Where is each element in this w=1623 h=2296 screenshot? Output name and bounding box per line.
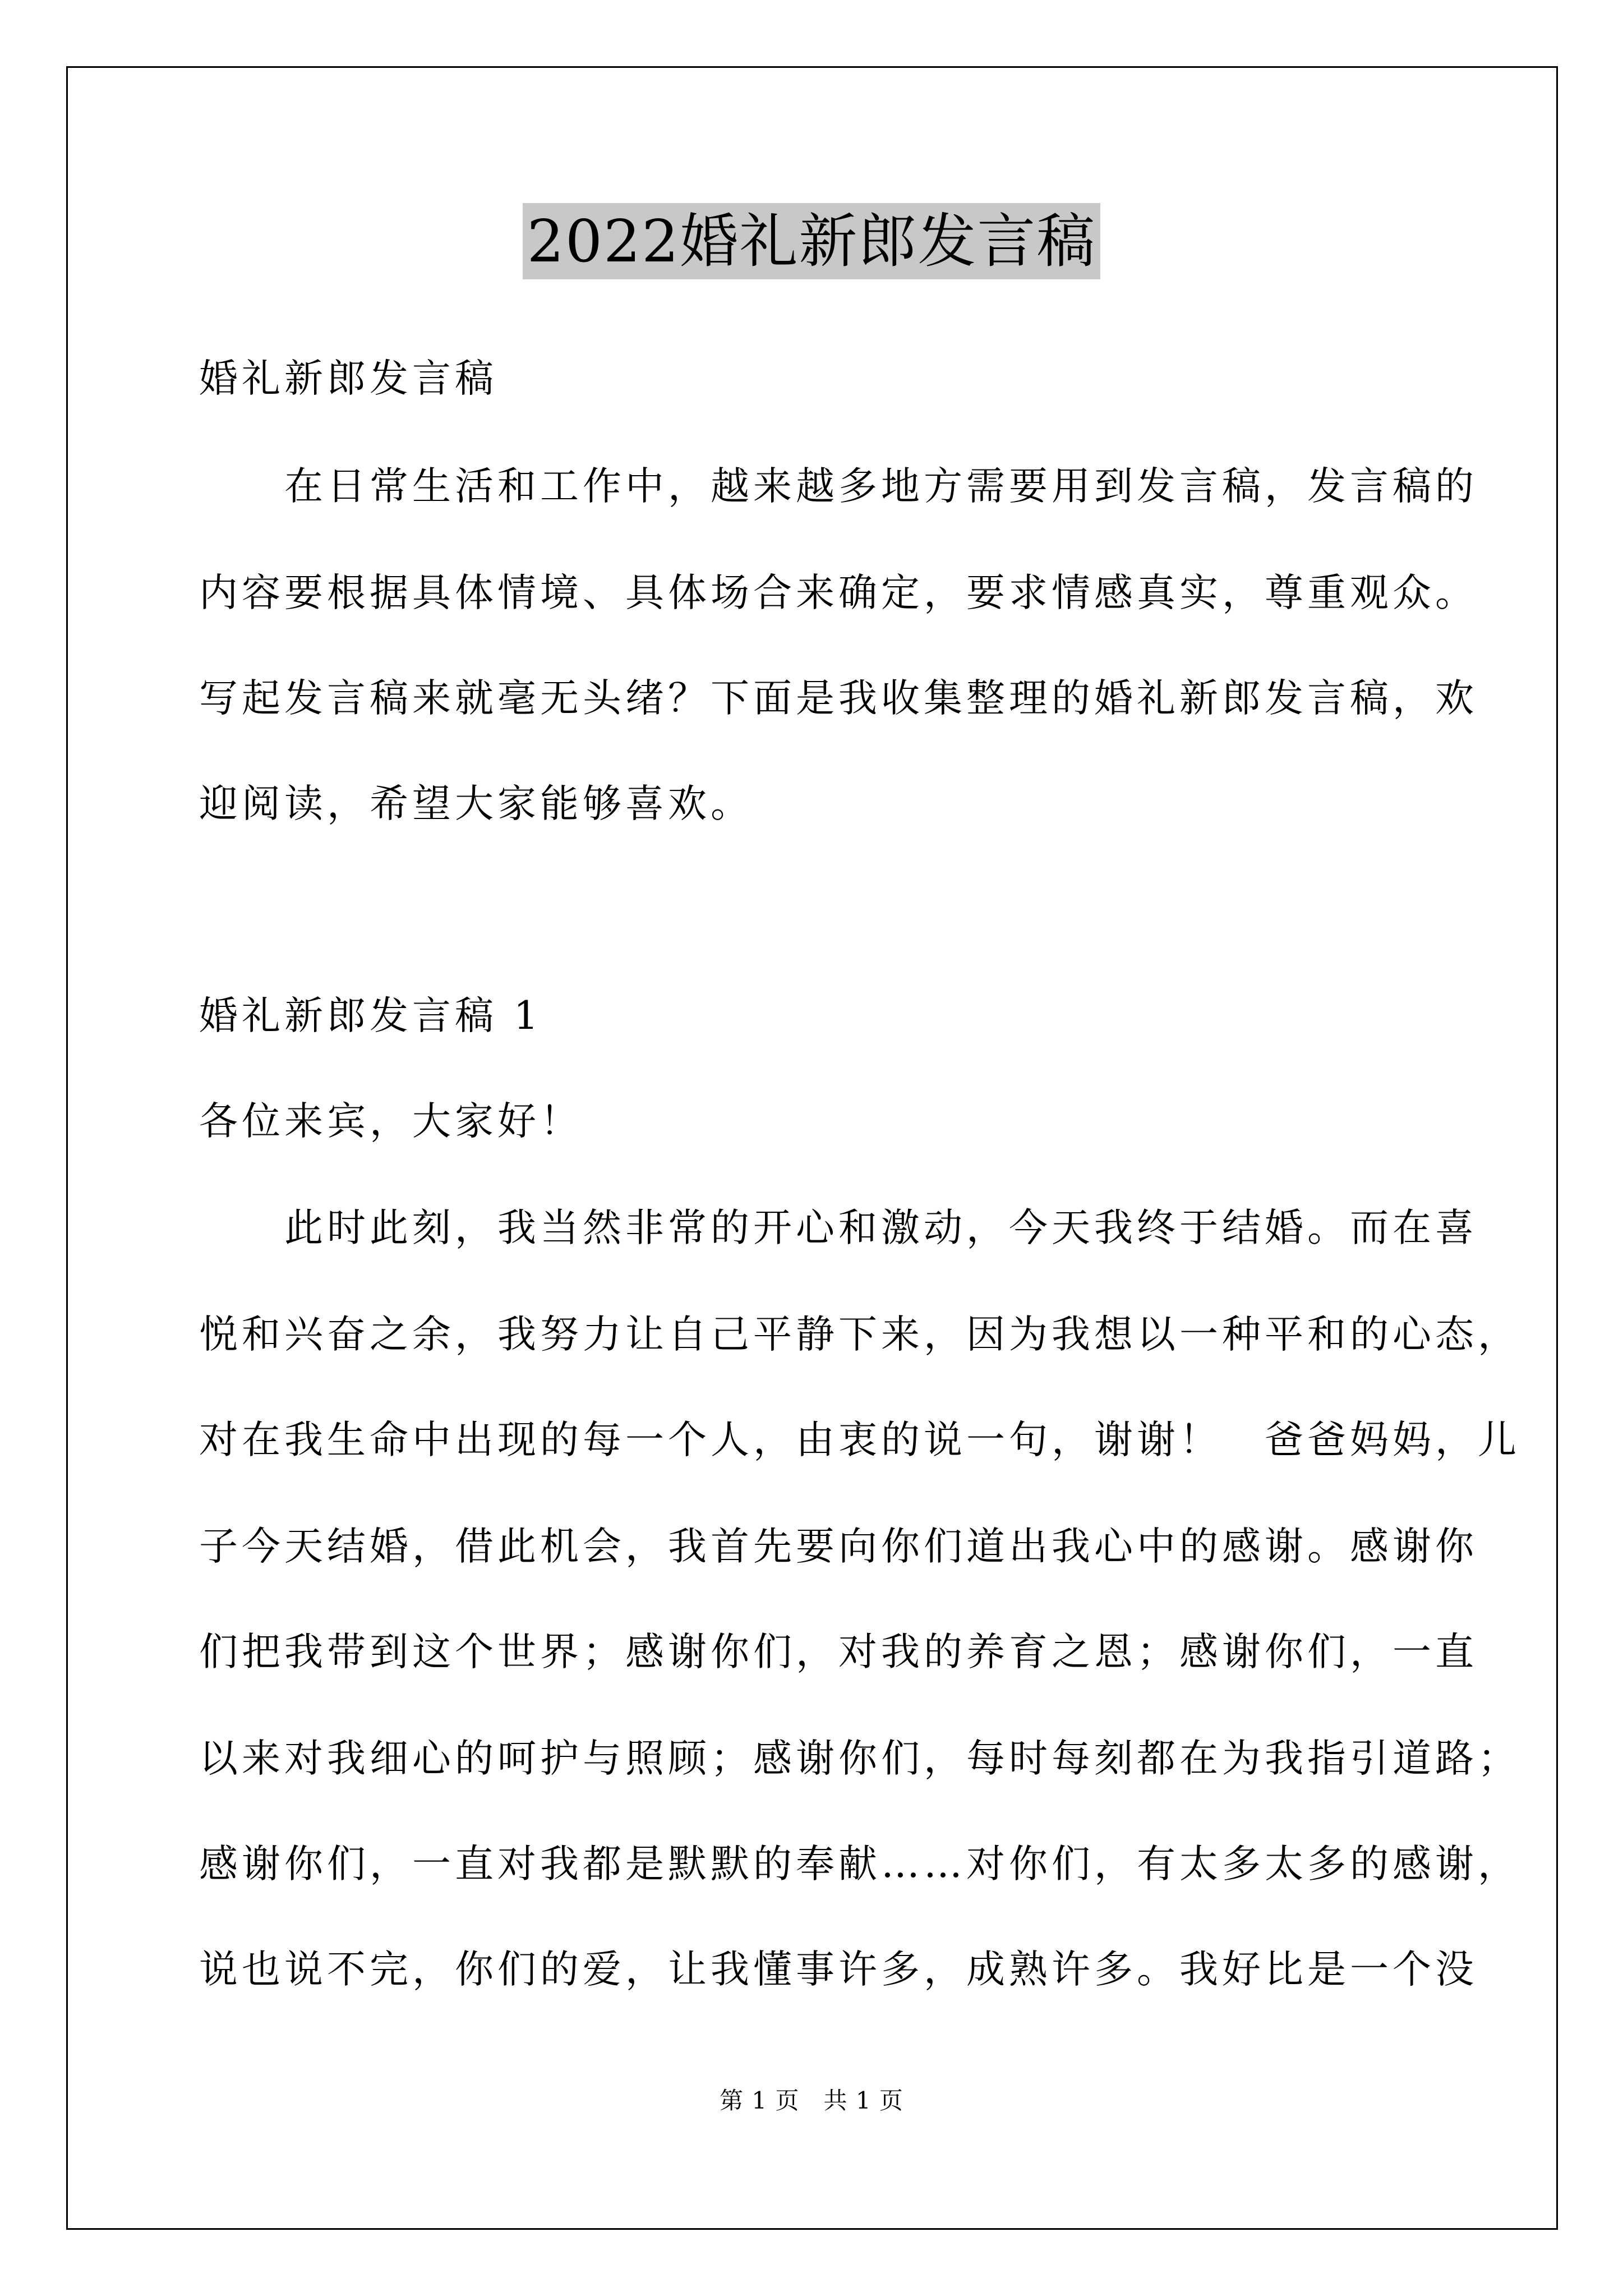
speech-line: 们把我带到这个世界；感谢你们，对我的养育之恩；感谢你们，一直	[199, 1630, 1478, 1674]
section-heading: 婚礼新郎发言稿 1	[199, 993, 542, 1038]
speech-line: 感谢你们，一直对我都是默默的奉献……对你们，有太多太多的感谢，	[199, 1842, 1520, 1887]
title-container	[0, 203, 1623, 279]
speech-line: 对在我生命中出现的每一个人，由衷的说一句，谢谢！ 爸爸妈妈，儿	[199, 1418, 1520, 1462]
intro-line: 内容要根据具体情境、具体场合来确定，要求情感真实，尊重观众。	[199, 570, 1478, 615]
intro-line: 迎阅读，希望大家能够喜欢。	[199, 781, 753, 826]
greeting: 各位来宾，大家好！	[199, 1099, 583, 1144]
speech-line: 说也说不完，你们的爱，让我懂事许多，成熟许多。我好比是一个没	[199, 1947, 1478, 1992]
speech-line: 此时此刻，我当然非常的开心和激动，今天我终于结婚。而在喜	[199, 1205, 1478, 1250]
intro-line: 在日常生活和工作中，越来越多地方需要用到发言稿，发言稿的	[199, 464, 1478, 509]
speech-line: 悦和兴奋之余，我努力让自己平静下来，因为我想以一种平和的心态，	[199, 1312, 1520, 1357]
document-title: 2022婚礼新郎发言稿	[523, 203, 1101, 279]
subtitle: 婚礼新郎发言稿	[199, 356, 497, 401]
speech-line: 以来对我细心的呵护与照顾；感谢你们，每时每刻都在为我指引道路；	[199, 1736, 1520, 1781]
page-footer: 第 1 页 共 1 页	[720, 2087, 903, 2114]
speech-line: 子今天结婚，借此机会，我首先要向你们道出我心中的感谢。感谢你	[199, 1524, 1478, 1569]
intro-line: 写起发言稿来就毫无头绪？下面是我收集整理的婚礼新郎发言稿，欢	[199, 676, 1478, 721]
